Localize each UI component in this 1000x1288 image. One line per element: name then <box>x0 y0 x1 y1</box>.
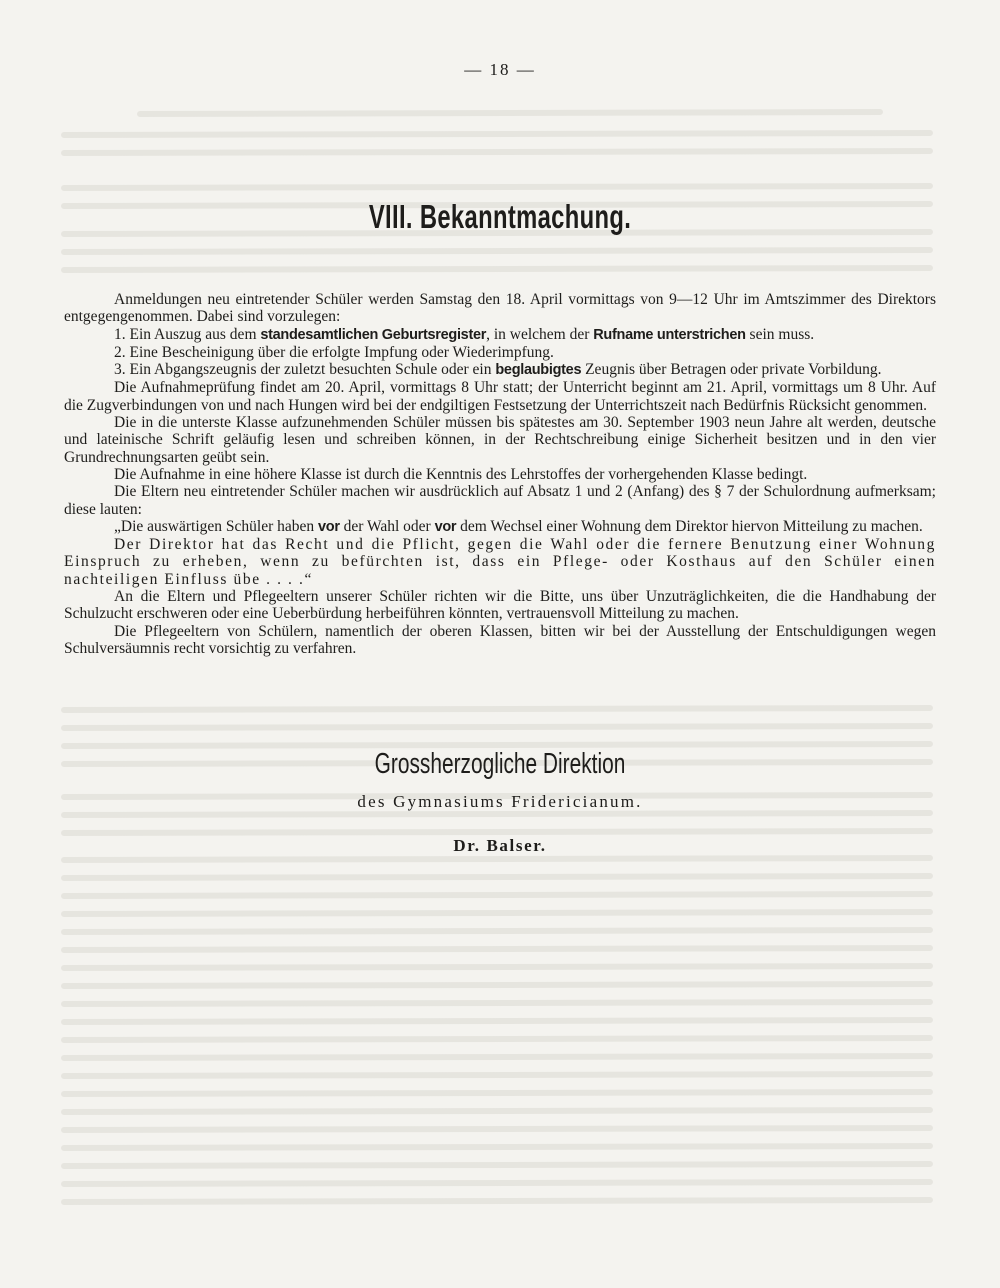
quote-text-c: dem Wechsel einer Wohnung dem Direktor hiervon Mitteilung zu machen. <box>460 517 923 535</box>
higher-class-paragraph: Die Aufnahme in eine höhere Klasse ist durch die Kenntnis des Lehrstoffes der vorhergehenden Klasse bedingt. <box>114 465 808 483</box>
direktion-heading: Grossherzogliche Direktion <box>374 748 626 780</box>
signature: Dr. Balser. <box>453 836 547 855</box>
intro-text: Anmeldungen neu eintretender Schüler werden Samstag den 18. April vormittags von 9—12 Uhr im Amtszimmer des Direktors entgegengenommen. Dabei sind vorzulegen: <box>64 291 936 326</box>
section-heading: VIII. Bekanntmachung. <box>368 198 632 235</box>
gymnasium-name: des Gymnasiums Fridericianum. <box>357 792 643 811</box>
quote-text-a: „Die auswärtigen Schüler haben <box>114 517 315 535</box>
caution-paragraph: Die Pflegeeltern von Schülern, namentlich der oberen Klassen, bitten wir bei der Ausstellung der Entschuldigungen wegen Schulversäumnis recht vorsichtig zu verfahren. <box>64 622 936 657</box>
list-item-1-emphasis-b: Rufname unterstrichen <box>593 326 746 343</box>
list-item-1 <box>64 326 936 344</box>
intro-paragraph <box>64 291 936 326</box>
exam-paragraph: Die Aufnahmeprüfung findet am 20. April, vormittags 8 Uhr statt; der Unterricht beginnt am 21. April, vormittags um 8 Uhr. Auf die Zugverbindungen von und nach Hungen wird bei der endgiltigen Festsetzung der Unterrichtszeit nach Bedürfnis Rücksicht genommen. <box>64 379 936 414</box>
quote-paragraph-1 <box>64 518 936 536</box>
list-item-3 <box>64 361 936 379</box>
list-item-1-text-b: , in welchem der <box>486 325 590 343</box>
list-item-2 <box>64 344 936 361</box>
list-item-2-text: 2. Eine Bescheinigung über die erfolgte Impfung oder Wiederimpfung. <box>114 343 554 361</box>
notice-body <box>64 291 936 657</box>
parents-paragraph: Die Eltern neu eintretender Schüler machen wir ausdrücklich auf Absatz 1 und 2 (Anfang) des § 7 der Schulordnung aufmerksam; diese lauten: <box>64 483 936 518</box>
quote-vor-1: vor <box>318 518 340 535</box>
list-item-1-emphasis-a: standesamtlichen Geburtsregister <box>260 326 487 343</box>
age-paragraph: Die in die unterste Klasse aufzunehmenden Schüler müssen bis spätestes am 30. September 1903 neun Jahre alt werden, deutsche und lateinische Schrift geläufig lesen und schreiben können, in der Rechtschreibung einige Sicherheit besitzen und in den vier Grundrechnungsarten geübt sein. <box>64 414 936 466</box>
list-item-1-text-c: sein muss. <box>749 325 815 343</box>
quote-text-b: der Wahl oder <box>343 517 431 535</box>
page-number: — 18 — <box>464 60 536 79</box>
list-item-1-text-a: 1. Ein Auszug aus dem <box>114 325 257 343</box>
list-item-3-emphasis: beglaubigtes <box>495 362 582 379</box>
quote-paragraph-2: Der Direktor hat das Recht und die Pflicht, gegen die Wahl oder die fernere Benutzung einer Wohnung Einspruch zu erheben, wenn zu befürchten ist, dass ein Pflege- oder Kosthaus auf den Schüler einen nachteiligen Einfluss übe . . . .“ <box>64 536 936 588</box>
list-item-3-text-a: 3. Ein Abgangszeugnis der zuletzt besuchten Schule oder ein <box>114 361 492 379</box>
quote-vor-2: vor <box>434 518 457 535</box>
list-item-3-text-b: Zeugnis über Betragen oder private Vorbildung. <box>585 361 882 379</box>
request-paragraph: An die Eltern und Pflegeeltern unserer Schüler richten wir die Bitte, uns über Unzuträglichkeiten, die die Handhabung der Schulzucht erschweren oder eine Ueberbürdung herbeiführen könnten, vertrauensvoll Mitteilung zu machen. <box>64 588 936 623</box>
